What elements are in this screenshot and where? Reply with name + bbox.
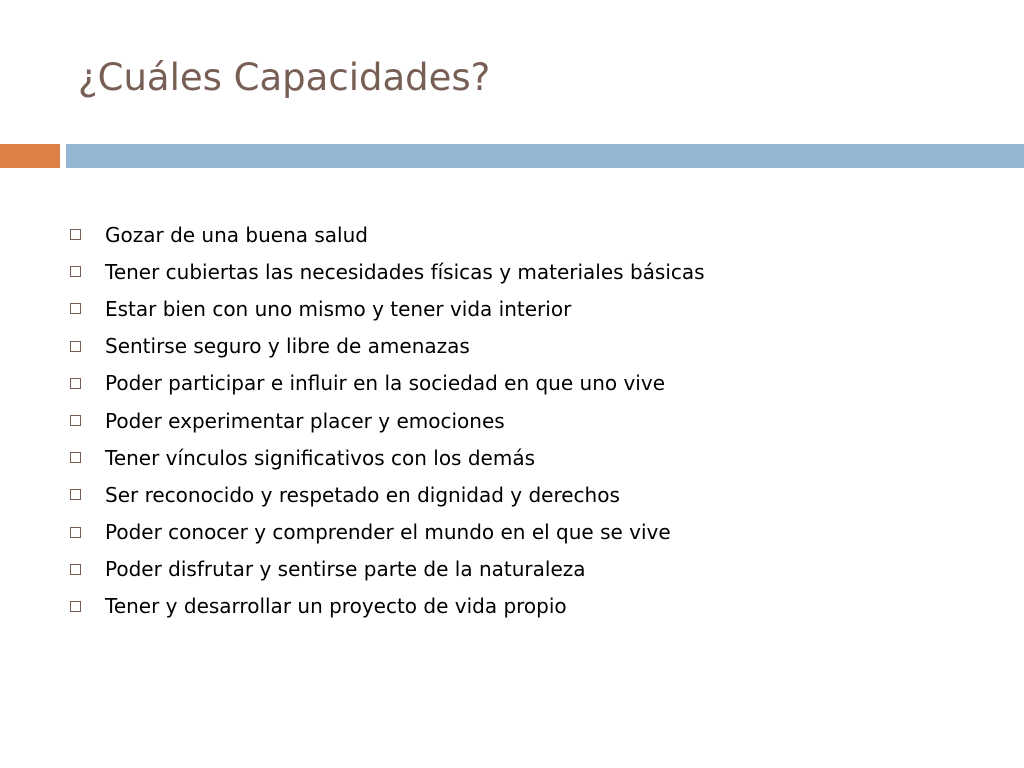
bullet-text: Sentirse seguro y libre de amenazas (105, 334, 470, 359)
square-bullet-icon (70, 452, 81, 463)
bullet-list (70, 216, 705, 625)
bullet-text: Estar bien con uno mismo y tener vida interior (105, 296, 572, 321)
square-bullet-icon (70, 266, 81, 277)
title-divider-bar (66, 144, 1024, 168)
square-bullet-icon (70, 378, 81, 389)
square-bullet-icon (70, 601, 81, 612)
bullet-text: Ser reconocido y respetado en dignidad y derechos (105, 482, 620, 507)
bullet-text: Poder experimentar placer y emociones (105, 408, 505, 433)
bullet-text: Tener vínculos significativos con los demás (105, 445, 535, 470)
list-item (70, 588, 705, 625)
list-item (70, 551, 705, 588)
list-item (70, 514, 705, 551)
square-bullet-icon (70, 303, 81, 314)
list-item (70, 402, 705, 439)
square-bullet-icon (70, 527, 81, 538)
list-item (70, 328, 705, 365)
list-item (70, 365, 705, 402)
square-bullet-icon (70, 229, 81, 240)
square-bullet-icon (70, 564, 81, 575)
bullet-text: Poder participar e influir en la sociedad en que uno vive (105, 371, 665, 396)
bullet-text: Tener cubiertas las necesidades físicas y materiales básicas (105, 259, 705, 284)
list-item (70, 290, 705, 327)
bullet-text: Poder conocer y comprender el mundo en el que se vive (105, 520, 671, 545)
bullet-text: Gozar de una buena salud (105, 222, 368, 247)
square-bullet-icon (70, 489, 81, 500)
list-item (70, 253, 705, 290)
square-bullet-icon (70, 341, 81, 352)
list-item (70, 476, 705, 513)
square-bullet-icon (70, 415, 81, 426)
list-item (70, 216, 705, 253)
bullet-text: Poder disfrutar y sentirse parte de la naturaleza (105, 557, 586, 582)
title-accent-bar (0, 144, 60, 168)
list-item (70, 439, 705, 476)
slide-title: ¿Cuáles Capacidades? (78, 56, 491, 99)
bullet-text: Tener y desarrollar un proyecto de vida propio (105, 594, 567, 619)
